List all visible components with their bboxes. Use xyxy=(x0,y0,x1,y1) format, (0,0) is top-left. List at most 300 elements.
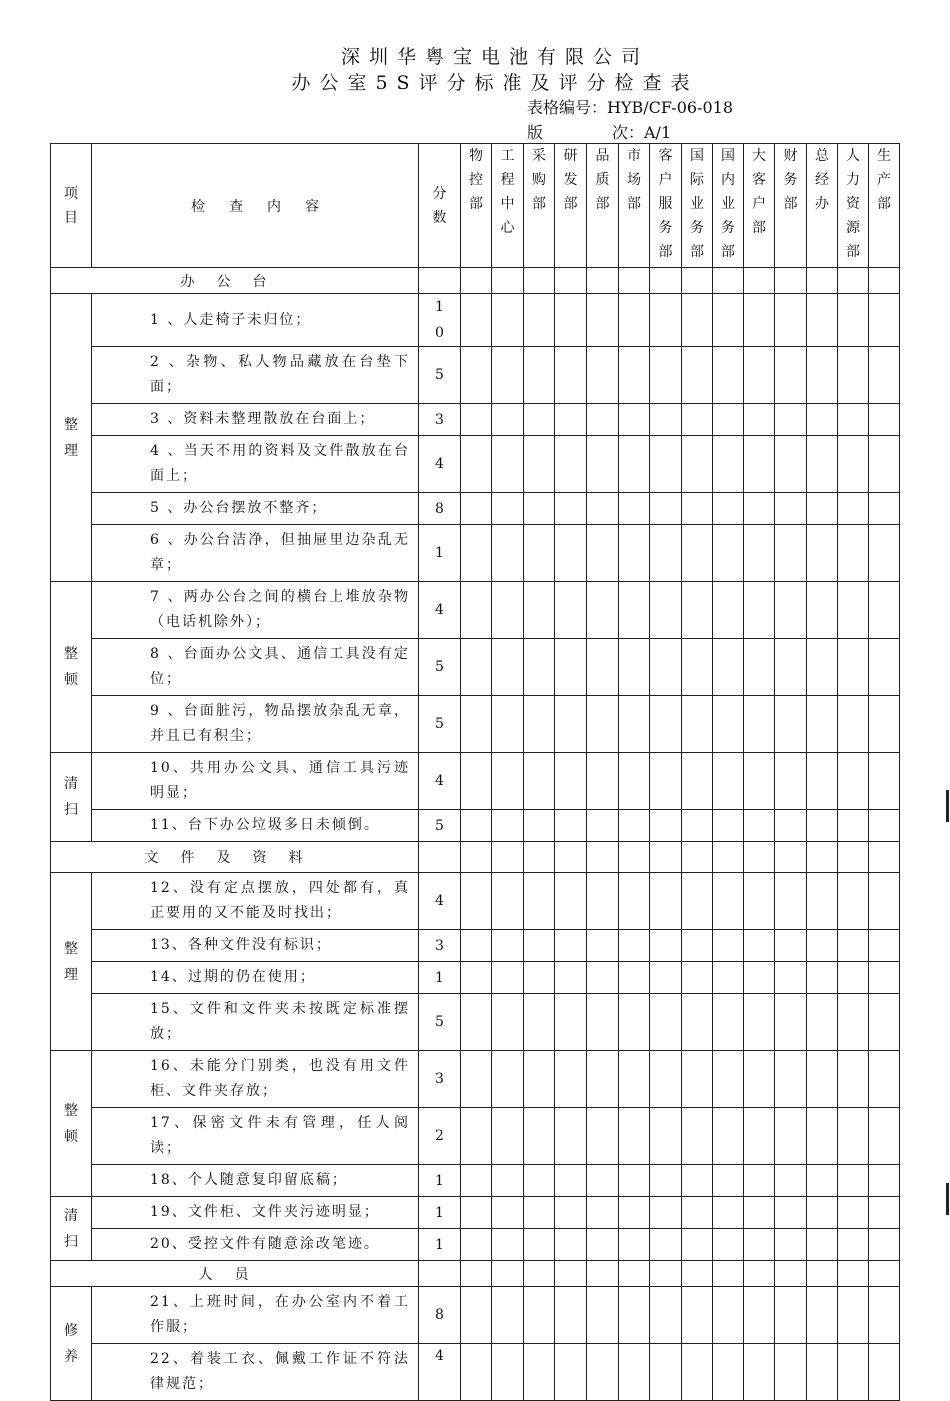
score-cell[interactable] xyxy=(807,810,838,842)
score-cell[interactable] xyxy=(461,1197,492,1229)
score-cell[interactable] xyxy=(650,1344,682,1401)
score-cell[interactable] xyxy=(869,1108,900,1165)
score-cell[interactable] xyxy=(775,1197,807,1229)
score-cell[interactable] xyxy=(838,1287,869,1344)
score-cell[interactable] xyxy=(650,294,682,347)
score-cell[interactable] xyxy=(838,1344,869,1401)
score-cell[interactable] xyxy=(419,1261,461,1287)
score-cell[interactable] xyxy=(682,493,713,525)
score-cell[interactable] xyxy=(461,696,492,753)
score-cell[interactable] xyxy=(524,842,555,873)
score-cell[interactable] xyxy=(619,436,650,493)
score-cell[interactable] xyxy=(713,810,744,842)
score-cell[interactable] xyxy=(555,436,587,493)
score-cell[interactable] xyxy=(713,582,744,639)
score-cell[interactable] xyxy=(650,842,682,873)
score-cell[interactable] xyxy=(619,962,650,994)
score-cell[interactable] xyxy=(744,1197,775,1229)
score-cell[interactable] xyxy=(869,525,900,582)
score-cell[interactable] xyxy=(838,753,869,810)
score-cell[interactable] xyxy=(619,525,650,582)
score-cell[interactable] xyxy=(555,753,587,810)
score-cell[interactable] xyxy=(713,873,744,930)
score-cell[interactable] xyxy=(650,1197,682,1229)
score-cell[interactable] xyxy=(492,404,524,436)
score-cell[interactable] xyxy=(461,347,492,404)
score-cell[interactable] xyxy=(807,582,838,639)
score-cell[interactable] xyxy=(869,1165,900,1197)
score-cell[interactable] xyxy=(838,404,869,436)
score-cell[interactable] xyxy=(807,1229,838,1261)
score-cell[interactable] xyxy=(744,696,775,753)
score-cell[interactable] xyxy=(807,1287,838,1344)
score-cell[interactable] xyxy=(492,842,524,873)
score-cell[interactable] xyxy=(524,1229,555,1261)
score-cell[interactable] xyxy=(492,525,524,582)
score-cell[interactable] xyxy=(555,1165,587,1197)
score-cell[interactable] xyxy=(682,810,713,842)
score-cell[interactable] xyxy=(555,1229,587,1261)
score-cell[interactable] xyxy=(744,962,775,994)
score-cell[interactable] xyxy=(650,696,682,753)
score-cell[interactable] xyxy=(461,404,492,436)
score-cell[interactable] xyxy=(587,1229,619,1261)
score-cell[interactable] xyxy=(775,1344,807,1401)
score-cell[interactable] xyxy=(555,810,587,842)
score-cell[interactable] xyxy=(587,1108,619,1165)
score-cell[interactable] xyxy=(713,347,744,404)
score-cell[interactable] xyxy=(682,696,713,753)
score-cell[interactable] xyxy=(744,1108,775,1165)
score-cell[interactable] xyxy=(807,842,838,873)
score-cell[interactable] xyxy=(587,753,619,810)
score-cell[interactable] xyxy=(492,436,524,493)
score-cell[interactable] xyxy=(775,873,807,930)
score-cell[interactable] xyxy=(555,1344,587,1401)
score-cell[interactable] xyxy=(807,493,838,525)
score-cell[interactable] xyxy=(619,994,650,1051)
score-cell[interactable] xyxy=(461,873,492,930)
score-cell[interactable] xyxy=(587,404,619,436)
score-cell[interactable] xyxy=(524,1165,555,1197)
score-cell[interactable] xyxy=(869,1229,900,1261)
score-cell[interactable] xyxy=(555,930,587,962)
score-cell[interactable] xyxy=(555,268,587,294)
score-cell[interactable] xyxy=(838,1229,869,1261)
score-cell[interactable] xyxy=(807,436,838,493)
score-cell[interactable] xyxy=(587,639,619,696)
score-cell[interactable] xyxy=(775,347,807,404)
score-cell[interactable] xyxy=(713,436,744,493)
score-cell[interactable] xyxy=(744,436,775,493)
score-cell[interactable] xyxy=(524,1051,555,1108)
score-cell[interactable] xyxy=(869,1261,900,1287)
score-cell[interactable] xyxy=(650,1165,682,1197)
score-cell[interactable] xyxy=(619,1287,650,1344)
score-cell[interactable] xyxy=(838,1261,869,1287)
score-cell[interactable] xyxy=(650,582,682,639)
score-cell[interactable] xyxy=(461,294,492,347)
score-cell[interactable] xyxy=(775,810,807,842)
score-cell[interactable] xyxy=(650,1051,682,1108)
score-cell[interactable] xyxy=(807,753,838,810)
score-cell[interactable] xyxy=(807,525,838,582)
score-cell[interactable] xyxy=(492,930,524,962)
score-cell[interactable] xyxy=(838,962,869,994)
score-cell[interactable] xyxy=(744,347,775,404)
score-cell[interactable] xyxy=(744,1261,775,1287)
score-cell[interactable] xyxy=(682,930,713,962)
score-cell[interactable] xyxy=(807,696,838,753)
score-cell[interactable] xyxy=(682,1287,713,1344)
score-cell[interactable] xyxy=(619,873,650,930)
score-cell[interactable] xyxy=(744,268,775,294)
score-cell[interactable] xyxy=(492,582,524,639)
score-cell[interactable] xyxy=(461,962,492,994)
score-cell[interactable] xyxy=(744,294,775,347)
score-cell[interactable] xyxy=(838,810,869,842)
score-cell[interactable] xyxy=(650,1261,682,1287)
score-cell[interactable] xyxy=(682,525,713,582)
score-cell[interactable] xyxy=(807,1197,838,1229)
score-cell[interactable] xyxy=(869,1344,900,1401)
score-cell[interactable] xyxy=(555,294,587,347)
score-cell[interactable] xyxy=(744,525,775,582)
score-cell[interactable] xyxy=(587,810,619,842)
score-cell[interactable] xyxy=(744,1229,775,1261)
score-cell[interactable] xyxy=(713,1197,744,1229)
score-cell[interactable] xyxy=(869,1197,900,1229)
score-cell[interactable] xyxy=(650,753,682,810)
score-cell[interactable] xyxy=(869,582,900,639)
score-cell[interactable] xyxy=(682,1261,713,1287)
score-cell[interactable] xyxy=(650,873,682,930)
score-cell[interactable] xyxy=(461,436,492,493)
score-cell[interactable] xyxy=(807,347,838,404)
score-cell[interactable] xyxy=(587,930,619,962)
score-cell[interactable] xyxy=(869,696,900,753)
score-cell[interactable] xyxy=(492,1197,524,1229)
score-cell[interactable] xyxy=(461,1287,492,1344)
score-cell[interactable] xyxy=(524,268,555,294)
score-cell[interactable] xyxy=(775,294,807,347)
score-cell[interactable] xyxy=(682,404,713,436)
score-cell[interactable] xyxy=(492,962,524,994)
score-cell[interactable] xyxy=(869,268,900,294)
score-cell[interactable] xyxy=(555,962,587,994)
score-cell[interactable] xyxy=(713,268,744,294)
score-cell[interactable] xyxy=(524,696,555,753)
score-cell[interactable] xyxy=(807,1108,838,1165)
score-cell[interactable] xyxy=(682,268,713,294)
score-cell[interactable] xyxy=(713,404,744,436)
score-cell[interactable] xyxy=(869,1051,900,1108)
score-cell[interactable] xyxy=(555,347,587,404)
score-cell[interactable] xyxy=(619,294,650,347)
score-cell[interactable] xyxy=(713,696,744,753)
score-cell[interactable] xyxy=(524,404,555,436)
score-cell[interactable] xyxy=(492,294,524,347)
score-cell[interactable] xyxy=(461,753,492,810)
score-cell[interactable] xyxy=(555,1261,587,1287)
score-cell[interactable] xyxy=(555,873,587,930)
score-cell[interactable] xyxy=(682,962,713,994)
score-cell[interactable] xyxy=(713,1229,744,1261)
score-cell[interactable] xyxy=(650,347,682,404)
score-cell[interactable] xyxy=(775,696,807,753)
score-cell[interactable] xyxy=(682,1344,713,1401)
score-cell[interactable] xyxy=(524,1344,555,1401)
score-cell[interactable] xyxy=(744,493,775,525)
score-cell[interactable] xyxy=(619,753,650,810)
score-cell[interactable] xyxy=(492,1287,524,1344)
score-cell[interactable] xyxy=(869,962,900,994)
score-cell[interactable] xyxy=(461,1229,492,1261)
score-cell[interactable] xyxy=(775,1165,807,1197)
score-cell[interactable] xyxy=(713,962,744,994)
score-cell[interactable] xyxy=(587,1261,619,1287)
score-cell[interactable] xyxy=(650,436,682,493)
score-cell[interactable] xyxy=(619,696,650,753)
score-cell[interactable] xyxy=(619,1108,650,1165)
score-cell[interactable] xyxy=(587,582,619,639)
score-cell[interactable] xyxy=(587,842,619,873)
score-cell[interactable] xyxy=(838,1165,869,1197)
score-cell[interactable] xyxy=(619,1229,650,1261)
score-cell[interactable] xyxy=(869,810,900,842)
score-cell[interactable] xyxy=(838,525,869,582)
score-cell[interactable] xyxy=(555,493,587,525)
score-cell[interactable] xyxy=(682,294,713,347)
score-cell[interactable] xyxy=(555,1051,587,1108)
score-cell[interactable] xyxy=(587,1197,619,1229)
score-cell[interactable] xyxy=(619,930,650,962)
score-cell[interactable] xyxy=(682,1051,713,1108)
score-cell[interactable] xyxy=(587,1287,619,1344)
score-cell[interactable] xyxy=(619,810,650,842)
score-cell[interactable] xyxy=(775,268,807,294)
score-cell[interactable] xyxy=(838,582,869,639)
score-cell[interactable] xyxy=(555,842,587,873)
score-cell[interactable] xyxy=(461,1344,492,1401)
score-cell[interactable] xyxy=(555,1108,587,1165)
score-cell[interactable] xyxy=(869,436,900,493)
score-cell[interactable] xyxy=(713,1108,744,1165)
score-cell[interactable] xyxy=(419,268,461,294)
score-cell[interactable] xyxy=(744,1165,775,1197)
score-cell[interactable] xyxy=(461,525,492,582)
score-cell[interactable] xyxy=(492,753,524,810)
score-cell[interactable] xyxy=(619,1051,650,1108)
score-cell[interactable] xyxy=(869,994,900,1051)
score-cell[interactable] xyxy=(713,525,744,582)
score-cell[interactable] xyxy=(713,1051,744,1108)
score-cell[interactable] xyxy=(775,930,807,962)
score-cell[interactable] xyxy=(744,1051,775,1108)
score-cell[interactable] xyxy=(524,1197,555,1229)
score-cell[interactable] xyxy=(713,493,744,525)
score-cell[interactable] xyxy=(682,1108,713,1165)
score-cell[interactable] xyxy=(619,347,650,404)
score-cell[interactable] xyxy=(713,1261,744,1287)
score-cell[interactable] xyxy=(807,294,838,347)
score-cell[interactable] xyxy=(492,696,524,753)
score-cell[interactable] xyxy=(619,268,650,294)
score-cell[interactable] xyxy=(619,1197,650,1229)
score-cell[interactable] xyxy=(524,493,555,525)
score-cell[interactable] xyxy=(524,525,555,582)
score-cell[interactable] xyxy=(713,753,744,810)
score-cell[interactable] xyxy=(524,753,555,810)
score-cell[interactable] xyxy=(807,268,838,294)
score-cell[interactable] xyxy=(869,639,900,696)
score-cell[interactable] xyxy=(682,1197,713,1229)
score-cell[interactable] xyxy=(555,1287,587,1344)
score-cell[interactable] xyxy=(492,1165,524,1197)
score-cell[interactable] xyxy=(587,268,619,294)
score-cell[interactable] xyxy=(682,994,713,1051)
score-cell[interactable] xyxy=(682,873,713,930)
score-cell[interactable] xyxy=(838,842,869,873)
score-cell[interactable] xyxy=(524,639,555,696)
score-cell[interactable] xyxy=(744,404,775,436)
score-cell[interactable] xyxy=(650,962,682,994)
score-cell[interactable] xyxy=(744,930,775,962)
score-cell[interactable] xyxy=(587,436,619,493)
score-cell[interactable] xyxy=(461,930,492,962)
score-cell[interactable] xyxy=(619,1344,650,1401)
score-cell[interactable] xyxy=(524,930,555,962)
score-cell[interactable] xyxy=(682,436,713,493)
score-cell[interactable] xyxy=(744,873,775,930)
score-cell[interactable] xyxy=(869,930,900,962)
score-cell[interactable] xyxy=(492,810,524,842)
score-cell[interactable] xyxy=(461,582,492,639)
score-cell[interactable] xyxy=(869,493,900,525)
score-cell[interactable] xyxy=(619,639,650,696)
score-cell[interactable] xyxy=(619,582,650,639)
score-cell[interactable] xyxy=(682,842,713,873)
score-cell[interactable] xyxy=(744,1287,775,1344)
score-cell[interactable] xyxy=(744,582,775,639)
score-cell[interactable] xyxy=(807,962,838,994)
score-cell[interactable] xyxy=(587,347,619,404)
score-cell[interactable] xyxy=(524,436,555,493)
score-cell[interactable] xyxy=(775,404,807,436)
score-cell[interactable] xyxy=(492,1108,524,1165)
score-cell[interactable] xyxy=(713,1165,744,1197)
score-cell[interactable] xyxy=(807,994,838,1051)
score-cell[interactable] xyxy=(650,810,682,842)
score-cell[interactable] xyxy=(682,639,713,696)
score-cell[interactable] xyxy=(492,1344,524,1401)
score-cell[interactable] xyxy=(775,753,807,810)
score-cell[interactable] xyxy=(869,404,900,436)
score-cell[interactable] xyxy=(619,404,650,436)
score-cell[interactable] xyxy=(775,582,807,639)
score-cell[interactable] xyxy=(587,873,619,930)
score-cell[interactable] xyxy=(775,962,807,994)
score-cell[interactable] xyxy=(713,639,744,696)
score-cell[interactable] xyxy=(619,1261,650,1287)
score-cell[interactable] xyxy=(807,873,838,930)
score-cell[interactable] xyxy=(869,753,900,810)
score-cell[interactable] xyxy=(869,294,900,347)
score-cell[interactable] xyxy=(524,994,555,1051)
score-cell[interactable] xyxy=(682,753,713,810)
score-cell[interactable] xyxy=(869,1287,900,1344)
score-cell[interactable] xyxy=(461,1165,492,1197)
score-cell[interactable] xyxy=(775,1261,807,1287)
score-cell[interactable] xyxy=(524,1287,555,1344)
score-cell[interactable] xyxy=(555,639,587,696)
score-cell[interactable] xyxy=(555,696,587,753)
score-cell[interactable] xyxy=(838,639,869,696)
score-cell[interactable] xyxy=(682,1229,713,1261)
score-cell[interactable] xyxy=(775,1108,807,1165)
score-cell[interactable] xyxy=(461,639,492,696)
score-cell[interactable] xyxy=(807,1261,838,1287)
score-cell[interactable] xyxy=(461,994,492,1051)
score-cell[interactable] xyxy=(775,1051,807,1108)
score-cell[interactable] xyxy=(650,930,682,962)
score-cell[interactable] xyxy=(869,873,900,930)
score-cell[interactable] xyxy=(650,525,682,582)
score-cell[interactable] xyxy=(650,1287,682,1344)
score-cell[interactable] xyxy=(838,347,869,404)
score-cell[interactable] xyxy=(650,994,682,1051)
score-cell[interactable] xyxy=(587,962,619,994)
score-cell[interactable] xyxy=(807,1165,838,1197)
score-cell[interactable] xyxy=(492,639,524,696)
score-cell[interactable] xyxy=(587,994,619,1051)
score-cell[interactable] xyxy=(713,294,744,347)
score-cell[interactable] xyxy=(492,493,524,525)
score-cell[interactable] xyxy=(492,1229,524,1261)
score-cell[interactable] xyxy=(838,1051,869,1108)
score-cell[interactable] xyxy=(587,1165,619,1197)
score-cell[interactable] xyxy=(619,493,650,525)
score-cell[interactable] xyxy=(807,1344,838,1401)
score-cell[interactable] xyxy=(524,962,555,994)
score-cell[interactable] xyxy=(807,1051,838,1108)
score-cell[interactable] xyxy=(555,1197,587,1229)
score-cell[interactable] xyxy=(524,347,555,404)
score-cell[interactable] xyxy=(838,994,869,1051)
score-cell[interactable] xyxy=(838,1197,869,1229)
score-cell[interactable] xyxy=(682,347,713,404)
score-cell[interactable] xyxy=(619,1165,650,1197)
score-cell[interactable] xyxy=(492,1051,524,1108)
score-cell[interactable] xyxy=(838,268,869,294)
score-cell[interactable] xyxy=(650,1229,682,1261)
score-cell[interactable] xyxy=(869,842,900,873)
score-cell[interactable] xyxy=(587,294,619,347)
score-cell[interactable] xyxy=(524,810,555,842)
score-cell[interactable] xyxy=(492,994,524,1051)
score-cell[interactable] xyxy=(838,294,869,347)
score-cell[interactable] xyxy=(807,930,838,962)
score-cell[interactable] xyxy=(492,347,524,404)
score-cell[interactable] xyxy=(461,268,492,294)
score-cell[interactable] xyxy=(461,1051,492,1108)
score-cell[interactable] xyxy=(461,842,492,873)
score-cell[interactable] xyxy=(744,842,775,873)
score-cell[interactable] xyxy=(461,1261,492,1287)
score-cell[interactable] xyxy=(775,436,807,493)
score-cell[interactable] xyxy=(587,493,619,525)
score-cell[interactable] xyxy=(587,1051,619,1108)
